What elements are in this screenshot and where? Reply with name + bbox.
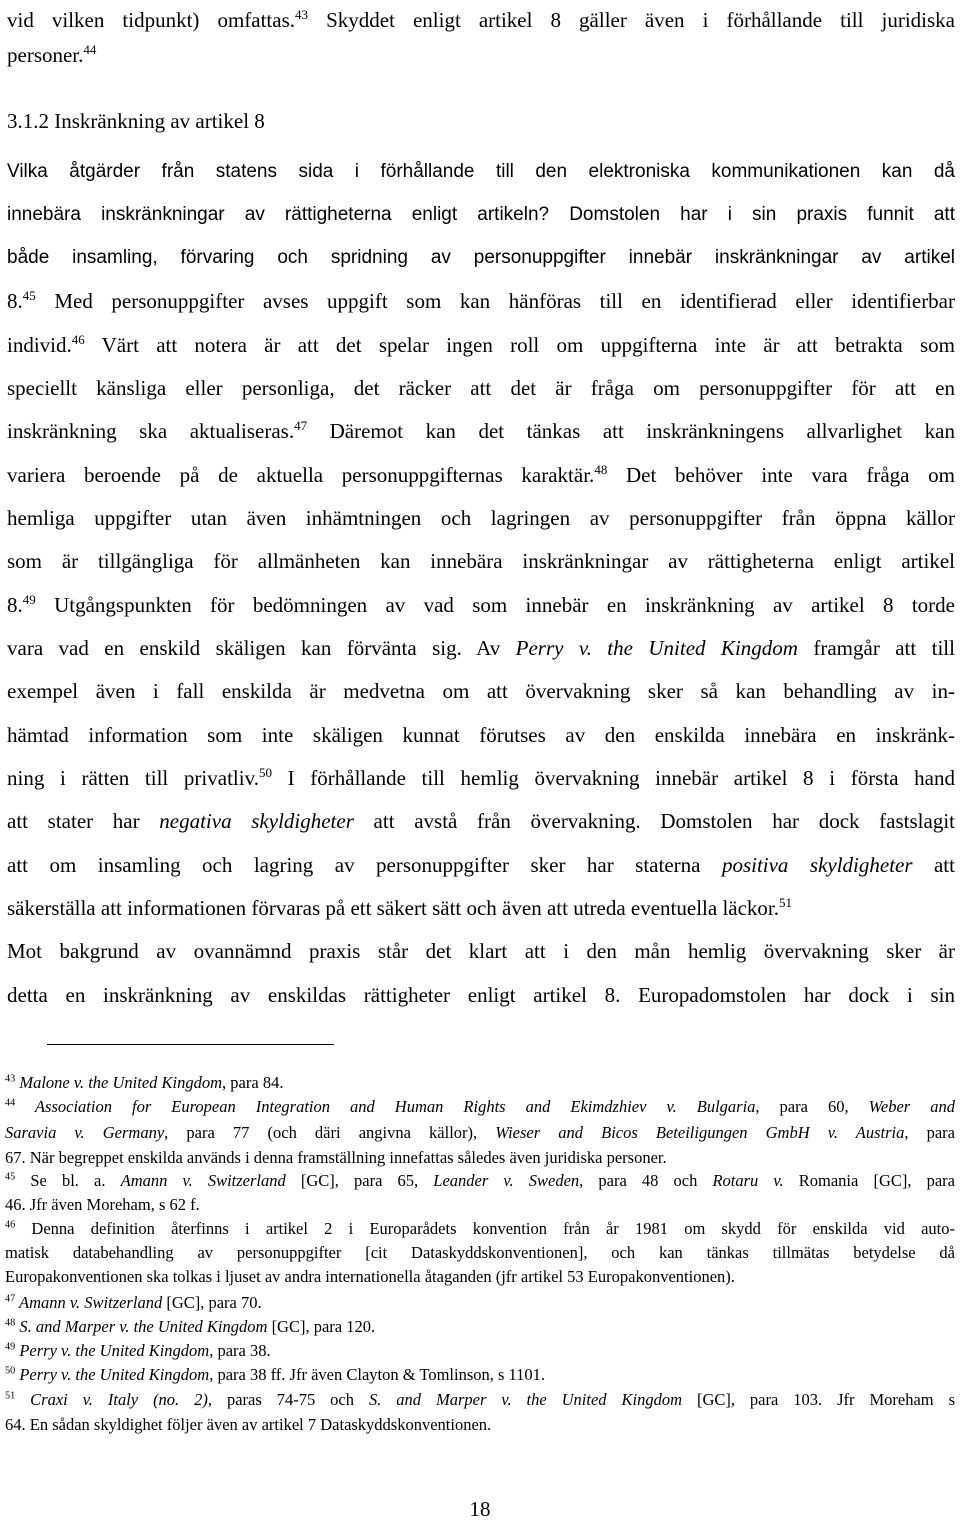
body-line-6: både insamling, förvaring och spridning av personuppgifter innebär inskränkningar av artikel: [7, 247, 955, 268]
case-name: Craxi v. Italy (no. 2): [15, 1390, 208, 1409]
footnote-number: 51: [5, 1390, 16, 1402]
text: , para 77 (och däri angivna källor),: [164, 1123, 496, 1142]
body-line-23: detta en inskränkning av enskildas rättigheter enligt artikel 8. Europadomstolen har dock i sin: [7, 983, 955, 1007]
case-name: S. and Marper v. the United Kingdom: [15, 1317, 268, 1336]
footnote-49: [5, 1340, 955, 1362]
text: , paras 74-75 och: [207, 1390, 369, 1409]
text: [GC], para 103. Jfr Moreham s: [682, 1390, 955, 1409]
body-line-17: hämtad information som inte skäligen kunnat förutses av den enskilda innebära en inskränk-: [7, 723, 955, 747]
footnote-ref-43[interactable]: 43: [295, 7, 309, 22]
footnote-51-line-1: [5, 1389, 955, 1411]
footnote-44-line-1: [5, 1096, 955, 1118]
body-line-21: [7, 895, 792, 921]
footnote-ref-50[interactable]: 50: [258, 765, 272, 780]
text: Värt att notera är att det spelar ingen roll om uppgifterna inte är att betrakta som: [84, 333, 955, 357]
emphasis: negativa skyldigheter: [159, 809, 354, 833]
text: säkerställa att informationen förvaras på ett säkert sätt och även att utreda eventuella läckor.: [7, 896, 780, 920]
text: Däremot kan det tänkas att inskränkningens allvarlighet kan: [307, 419, 955, 443]
case-name: Perry v. the United Kingdom: [15, 1365, 210, 1384]
body-line-18: [7, 765, 955, 791]
text: , para 38.: [209, 1341, 271, 1360]
footnote-45-line-2: 46. Jfr även Moreham, s 62 f.: [5, 1195, 200, 1214]
body-line-11: [7, 462, 955, 488]
text: att: [912, 853, 955, 877]
body-line-13: som är tillgängliga för allmänheten kan innebära inskränkningar av rättigheterna enligt artikel: [7, 549, 955, 573]
body-line-5: [7, 202, 955, 228]
text: framgår att till: [797, 636, 955, 660]
case-name: S. and Marper v. the United Kingdom: [368, 1390, 682, 1409]
footnote-ref-47[interactable]: 47: [294, 418, 308, 433]
emphasis: positiva skyldigheter: [721, 853, 913, 877]
footnote-ref-48[interactable]: 48: [594, 462, 608, 477]
footnote-ref-49[interactable]: 49: [22, 592, 36, 607]
footnote-ref-44[interactable]: 44: [83, 42, 97, 57]
footnote-44-line-2: [5, 1122, 955, 1144]
case-name: Wieser and Bicos Beteiligungen GmbH v. Austria: [495, 1123, 905, 1142]
case-name: Saravia v. Germany: [5, 1123, 165, 1142]
body-line-2: [7, 42, 96, 68]
footnote-number: 46: [5, 1219, 16, 1231]
text: innebära inskränkningar av rättigheterna enligt artikeln?: [7, 204, 550, 225]
text: , para 48 och: [579, 1171, 713, 1190]
body-line-14: [7, 592, 955, 618]
text: Med personuppgifter avses uppgift som kan hänföras till en identifierad eller identifierbar: [35, 289, 955, 313]
case-name: Association for European Integration and Human Rights and Ekimdzhiev v. Bulgaria: [15, 1097, 756, 1116]
text: Se bl. a.: [15, 1171, 121, 1190]
footnote-number: 50: [5, 1365, 16, 1377]
footnote-number: 43: [5, 1073, 16, 1085]
body-line-7: [7, 288, 955, 314]
text: vara vad en enskild skäligen kan förvänta sig. Av: [7, 636, 516, 660]
text: , para 84.: [222, 1073, 284, 1092]
text: [GC], para 120.: [267, 1317, 376, 1336]
footnote-number: 47: [5, 1293, 16, 1305]
footnote-44-line-3: 67. När begreppet enskilda används i denna framställning innefattas således även juridiska personer.: [5, 1148, 667, 1167]
case-name: Weber and: [868, 1097, 955, 1116]
case-name: Amann v. Switzerland: [120, 1171, 286, 1190]
text: 8.: [7, 593, 23, 617]
text: att stater har: [7, 809, 160, 833]
text: vid vilken tidpunkt) omfattas.: [7, 8, 296, 32]
text: Denna definition återfinns i artikel 2 i Europarådets konvention från år 1981 om skydd för enskilda vid auto-: [15, 1219, 955, 1238]
body-line-8: [7, 332, 955, 358]
text: Skyddet enligt artikel 8 gäller även i förhållande till juridiska: [308, 8, 955, 32]
footnote-46-line-3: Europakonventionen ska tolkas i ljuset av andra internationella åtaganden (jfr artikel 53 Europakonventionen).: [5, 1267, 735, 1286]
footnote-separator: [47, 1044, 334, 1045]
text: att avstå från övervakning. Domstolen har dock fastslagit: [353, 809, 955, 833]
footnote-48: [5, 1316, 955, 1338]
footnote-number: 48: [5, 1317, 16, 1329]
text: individ.: [7, 333, 72, 357]
text: , para 60,: [755, 1097, 869, 1116]
body-line-22: Mot bakgrund av ovannämnd praxis står det klart att i den mån hemlig övervakning sker är: [7, 939, 955, 963]
case-name: Rotaru v.: [712, 1171, 784, 1190]
text: Domstolen har i sin praxis funnit att: [549, 204, 955, 225]
body-line-12: hemliga uppgifter utan även inhämtningen och lagringen av personuppgifter från öppna källor: [7, 506, 955, 530]
body-line-19: [7, 808, 955, 834]
text: inskränkning ska aktualiseras.: [7, 419, 295, 443]
footnote-ref-45[interactable]: 45: [22, 288, 36, 303]
footnote-45-line-1: [5, 1170, 955, 1192]
page-number: 18: [469, 1497, 491, 1521]
body-line-10: [7, 418, 955, 444]
body-line-16: exempel även i fall enskilda är medvetna om att övervakning sker så kan behandling av in-: [7, 679, 955, 703]
footnote-ref-51[interactable]: 51: [779, 895, 793, 910]
body-line-1: [7, 7, 955, 33]
text: Romania [GC], para: [783, 1171, 955, 1190]
footnote-number: 49: [5, 1341, 16, 1353]
footnote-47: [5, 1292, 955, 1314]
text: ning i rätten till privatliv.: [7, 766, 259, 790]
footnote-number: 44: [5, 1097, 16, 1109]
footnote-43: [5, 1072, 955, 1094]
footnote-51-line-2: 64. En sådan skyldighet följer även av artikel 7 Dataskyddskonventionen.: [5, 1415, 492, 1434]
case-name: Perry v. the United Kingdom: [515, 636, 798, 660]
footnote-46-line-1: [5, 1218, 955, 1240]
text: [GC], para 65,: [285, 1171, 434, 1190]
text: , para 38 ff. Jfr även Clayton & Tomlinson, s 1101.: [209, 1365, 546, 1384]
text: variera beroende på de aktuella personuppgifternas karaktär.: [7, 463, 595, 487]
case-name: Amann v. Switzerland: [15, 1293, 163, 1312]
section-heading: 3.1.2 Inskränkning av artikel 8: [7, 109, 265, 133]
footnote-50: [5, 1364, 955, 1386]
footnote-ref-46[interactable]: 46: [71, 332, 85, 347]
text: [GC], para 70.: [162, 1293, 262, 1312]
body-line-4: Vilka åtgärder från statens sida i förhållande till den elektroniska kommunikationen kan då: [7, 161, 955, 182]
text: 8.: [7, 289, 23, 313]
text: , para: [904, 1123, 955, 1142]
text: Utgångspunkten för bedömningen av vad som innebär en inskränkning av artikel 8 torde: [35, 593, 955, 617]
body-line-20: [7, 852, 955, 878]
body-line-9: speciellt känsliga eller personliga, det räcker att det är fråga om personuppgifter för att en: [7, 376, 955, 400]
text: personer.: [7, 43, 84, 67]
case-name: Perry v. the United Kingdom: [15, 1341, 210, 1360]
footnote-number: 45: [5, 1171, 16, 1183]
case-name: Leander v. Sweden: [433, 1171, 580, 1190]
case-name: Malone v. the United Kingdom: [15, 1073, 223, 1092]
text: att om insamling och lagring av personuppgifter sker har staterna: [7, 853, 722, 877]
text: Det behöver inte vara fråga om: [607, 463, 955, 487]
text: I förhållande till hemlig övervakning innebär artikel 8 i första hand: [271, 766, 955, 790]
footnote-46-line-2: matisk databehandling av personuppgifter [cit Dataskyddskonventionen], och kan tänkas tillmätas betydelse då: [5, 1243, 955, 1262]
body-line-15: [7, 635, 955, 661]
